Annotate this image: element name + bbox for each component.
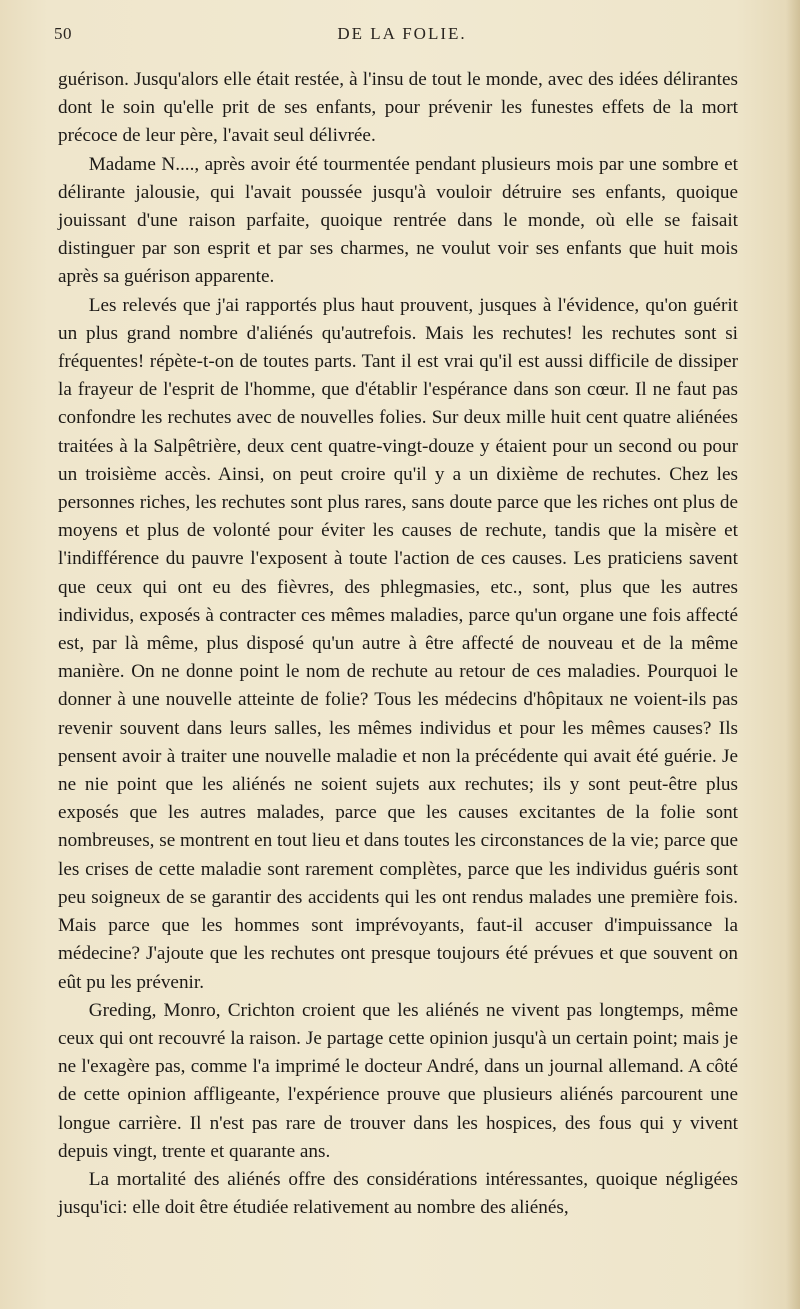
running-head xyxy=(52,24,752,52)
paragraph-rechutes: Les relevés que j'ai rapportés plus haut prouvent, jusques à l'évidence, qu'on guérit un plus grand nombre d'aliénés qu'autrefois. Mais les rechutes! les rechutes sont si fréquentes! répète-t-on de toutes parts. Tant il est vrai qu'il est aussi difficile de dissiper la frayeur de l'esprit de l'homme, que d'établir l'espérance dans son cœur. Il ne faut pas confondre les rechutes avec de nouvelles folies. Sur deux mille huit cent quatre aliénées traitées à la Salpêtrière, deux cent quatre-vingt-douze y étaient pour un second ou pour un troisième accès. Ainsi, on peut croire qu'il y a un dixième de rechutes. Chez les personnes riches, les rechutes sont plus rares, sans doute parce que les riches ont plus de moyens et plus de volonté pour éviter les causes de rechute, tandis que la misère et l'indifférence du pauvre l'exposent à toute l'action de ces causes. Les praticiens savent que ceux qui ont eu des fièvres, des phlegmasies, etc., sont, plus que les autres individus, exposés à contracter ces mêmes maladies, parce qu'un organe une fois affecté est, par là même, plus disposé qu'un autre à être affecté de nouveau et de la même manière. On ne donne point le nom de rechute au retour de ces maladies. Pourquoi le donner à une nouvelle atteinte de folie? Tous les médecins d'hôpitaux ne voient-ils pas revenir souvent dans leurs salles, les mêmes individus et pour les mêmes causes? Ils pensent avoir à traiter une nouvelle maladie et non la précédente qui avait été guérie. Je ne nie point que les aliénés ne soient sujets aux rechutes; ils y sont peut-être plus exposés que les autres malades, parce que les causes excitantes de la folie sont nombreuses, se montrent en tout lieu et dans toutes les circonstances de la vie; parce que les crises de cette maladie sont rarement complètes, parce que les individus guéris sont peu soigneux de se garantir des accidents qui les ont rendus malades une première fois. Mais parce que les hommes sont imprévoyants, faut-il accuser d'impuissance la médecine? J'ajoute que les rechutes ont presque toujours été prévues et que souvent on eût pu les prévenir. xyxy=(58,294,738,993)
paragraph-madame-n: Madame N...., après avoir été tourmentée pendant plusieurs mois par une sombre et délirante jalousie, qui l'avait poussée jusqu'à vouloir détruire ses enfants, quoique jouissant d'une raison parfaite, quoique rentrée dans le monde, où elle se faisait distinguer par son esprit et par ses charmes, ne voulut voir ses enfants que huit mois après sa guérison apparente. xyxy=(58,153,738,288)
running-title: DE LA FOLIE. xyxy=(337,24,467,43)
paragraph-longevite: Greding, Monro, Crichton croient que les aliénés ne vivent pas longtemps, même ceux qui ont recouvré la raison. Je partage cette opinion jusqu'à un certain point; mais je ne l'exagère pas, comme l'a imprimé le docteur André, dans un journal allemand. A côté de cette opinion affligeante, l'expérience prouve que plusieurs aliénés parcourent une longue carrière. Il n'est pas rare de trouver dans les hospices, des fous qui y vivent depuis vingt, trente et quarante ans. xyxy=(58,999,738,1162)
paragraph-continuation: guérison. Jusqu'alors elle était restée, à l'insu de tout le monde, avec des idées délirantes dont le soin qu'elle prit de ses enfants, pour prévenir les funestes effets de la mort précoce de leur père, l'avait seul délivrée. xyxy=(58,69,738,147)
page-gutter-shadow xyxy=(786,0,800,1309)
body-text xyxy=(58,66,738,1222)
paragraph-mortalite: La mortalité des aliénés offre des considérations intéressantes, quoique négligées jusqu'ici: elle doit être étudiée relativement au nombre des aliénés, xyxy=(58,1168,738,1219)
page-number: 50 xyxy=(54,24,72,43)
